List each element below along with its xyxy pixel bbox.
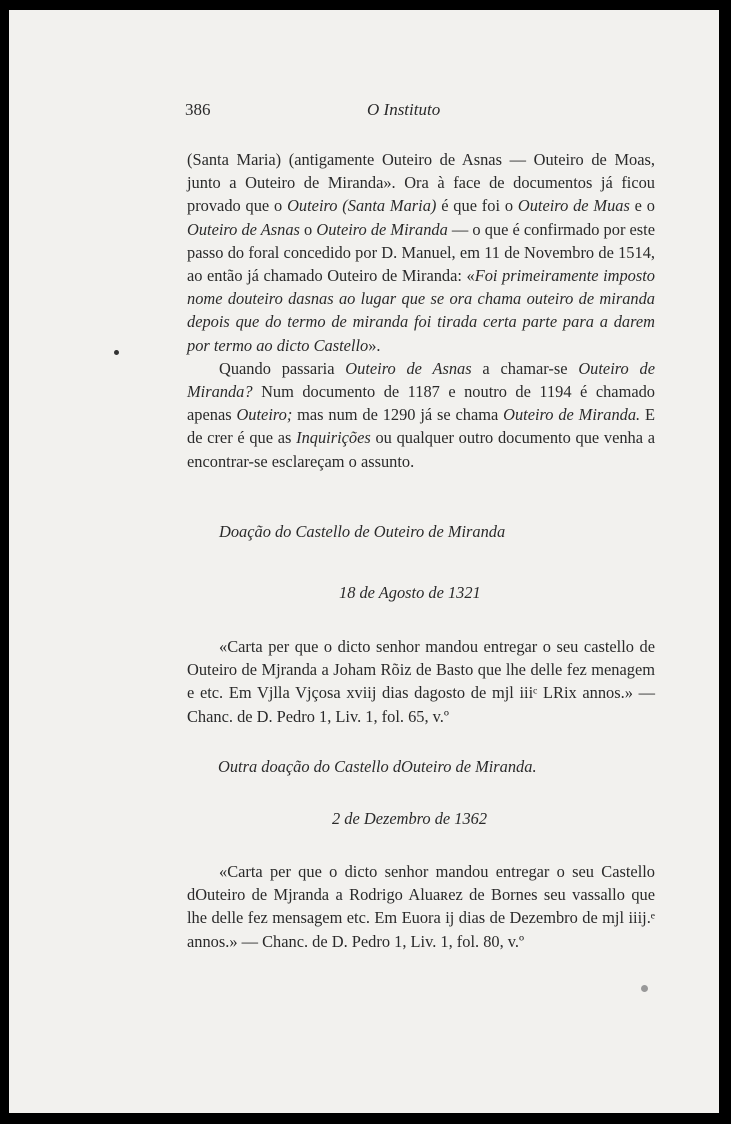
text-run: Quando passaria	[219, 358, 346, 378]
italic-text: Outeiro de Miranda?	[187, 358, 655, 402]
section-heading: Doação do Castello de Outeiro de Miranda	[219, 522, 506, 541]
italic-text: Outeiro de Asnas	[187, 219, 300, 239]
italic-text: Foi primeiramente imposto nome douteiro dasnas ao lugar que se ora chama outeiro de miranda depois que do termo de miranda foi tirada certa parte para a darem por termo ao dicto Castello	[187, 266, 655, 355]
italic-text: Inquirições	[296, 428, 371, 448]
italic-text: Outeiro;	[236, 405, 293, 425]
section-date: 2 de Dezembro de 1362	[332, 809, 488, 828]
text-run: E de crer é que as	[187, 405, 655, 448]
running-title: O Instituto	[367, 100, 441, 119]
scan-speck	[114, 350, 119, 355]
text-run: (Santa Maria) (antigamente Outeiro de Asnas — Outeiro de Moas, junto a Outeiro de Miranda». Ora à face de documentos já ficou provado que o	[187, 150, 655, 216]
paragraph	[187, 148, 655, 357]
paragraph	[187, 357, 655, 473]
page-header	[9, 100, 719, 130]
body-text-block-1	[187, 148, 655, 473]
italic-text: Outeiro de Muas	[517, 196, 630, 216]
text-run: Num documento de 1187 e noutro de 1194 é chamado apenas	[187, 382, 655, 425]
body-text-block-2	[187, 635, 655, 728]
scan-speck	[641, 985, 648, 992]
text-run: e o	[629, 196, 655, 216]
text-run: é que foi o	[436, 196, 518, 216]
text-run: — o que é confirmado por este passo do foral concedido por D. Manuel, em 11 de Novembro de 1514, ao então já chamado Outeiro de Miranda: «	[187, 219, 655, 286]
text-run: mas num de 1290 já se chama	[292, 405, 504, 425]
section-date: 18 de Agosto de 1321	[339, 583, 481, 602]
section-heading: Outra doação do Castello dOuteiro de Miranda.	[218, 757, 537, 776]
italic-text: Outeiro de Miranda.	[503, 405, 641, 425]
paragraph	[187, 635, 655, 728]
italic-text: Outeiro de Asnas	[345, 358, 472, 378]
text-run: «Carta per que o dicto senhor mandou entregar o seu Castello dOuteiro de Mjranda a Rodrigo Aluaʀez de Bornes seu vassallo que lhe delle fez mensagem etc. Em Euora ij dias de Dezembro de mjl iiij.ᵉ annos.» — Chanc. de D. Pedro 1, Liv. 1, fol. 80, v.º	[187, 862, 655, 951]
text-run: «Carta per que o dicto senhor mandou entregar o seu castello de Outeiro de Mjranda a Joham Rõiz de Basto que lhe delle fez menagem e etc. Em Vjlla Vjçosa xviij dias dagosto de mjl iiiᶜ LRix annos.» — Chanc. de D. Pedro 1, Liv. 1, fol. 65, v.º	[187, 637, 655, 726]
paragraph	[187, 860, 655, 953]
italic-text: Outeiro (Santa Maria)	[287, 196, 437, 216]
text-run: ou qualquer outro documento que venha a encontrar-se esclareçam o assunto.	[187, 428, 655, 471]
text-run: o	[299, 219, 317, 239]
text-run: ».	[368, 335, 381, 355]
page-number: 386	[185, 100, 211, 119]
body-text-block-3	[187, 860, 655, 953]
italic-text: Outeiro de Miranda	[316, 219, 448, 239]
document-page	[9, 10, 719, 1113]
text-run: a chamar-se	[471, 358, 579, 378]
